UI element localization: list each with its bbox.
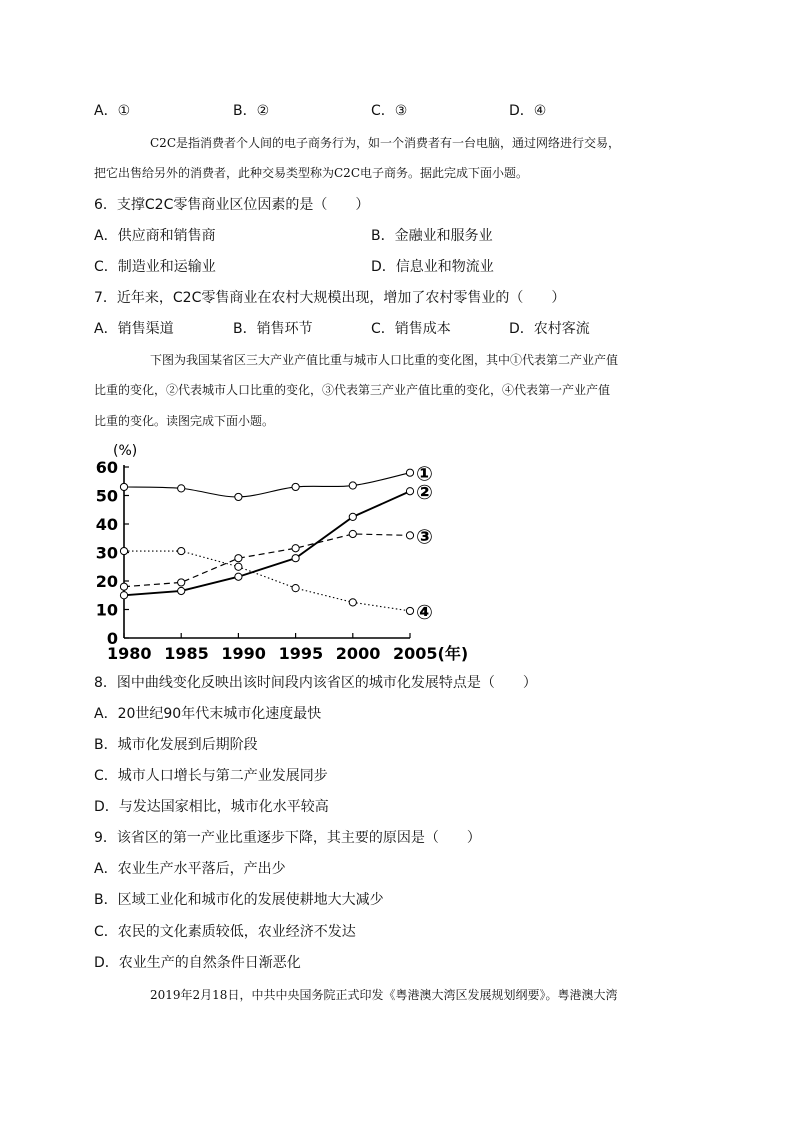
q6-option-b: B．金融业和服务业 bbox=[371, 228, 493, 244]
data-point bbox=[120, 592, 127, 599]
intro-chart-line-1: 下图为我国某省区三大产业产值比重与城市人口比重的变化图，其中①代表第二产业产值 bbox=[150, 353, 619, 367]
y-tick-label: 0 bbox=[106, 629, 118, 648]
data-point bbox=[235, 555, 242, 562]
q8-option-d: D．与发达国家相比，城市化水平较高 bbox=[94, 799, 329, 815]
data-point bbox=[406, 488, 413, 495]
y-unit-label: (%) bbox=[113, 443, 138, 459]
data-point bbox=[235, 563, 242, 570]
series-line-3 bbox=[124, 534, 410, 587]
series-label-2: ② bbox=[416, 480, 433, 505]
q9-option-c: C．农民的文化素质较低，农业经济不发达 bbox=[94, 924, 356, 940]
data-point bbox=[178, 485, 185, 492]
x-tick-label: 1995 bbox=[278, 644, 324, 663]
q7-option-d: D．农村客流 bbox=[509, 321, 590, 337]
y-tick-label: 20 bbox=[95, 572, 118, 591]
option-d: D．④ bbox=[509, 103, 547, 119]
q6-option-d: D．信息业和物流业 bbox=[371, 259, 494, 275]
data-point bbox=[292, 545, 299, 552]
q6-option-a: A．供应商和销售商 bbox=[94, 228, 216, 244]
y-tick-label: 60 bbox=[95, 458, 118, 477]
y-tick-label: 40 bbox=[95, 515, 118, 534]
series-label-4: ④ bbox=[416, 599, 433, 624]
data-point bbox=[406, 469, 413, 476]
intro-c2c-line-1: C2C是指消费者个人间的电子商务行为，如一个消费者有一台电脑，通过网络进行交易， bbox=[150, 136, 621, 150]
option-a: A．① bbox=[94, 103, 131, 119]
data-point bbox=[178, 579, 185, 586]
q6-option-c: C．制造业和运输业 bbox=[94, 259, 216, 275]
series-line-2 bbox=[124, 491, 410, 595]
series-label-1: ① bbox=[416, 461, 433, 486]
data-point bbox=[349, 530, 356, 537]
x-tick-label: 2005(年) bbox=[393, 644, 469, 663]
data-point bbox=[120, 483, 127, 490]
data-point bbox=[406, 532, 413, 539]
option-b: B．② bbox=[233, 103, 270, 119]
series-label-3: ③ bbox=[416, 524, 433, 549]
data-point bbox=[235, 493, 242, 500]
data-point bbox=[349, 599, 356, 606]
q9-option-d: D．农业生产的自然条件日渐恶化 bbox=[94, 955, 301, 971]
q8-option-c: C．城市人口增长与第二产业发展同步 bbox=[94, 768, 328, 784]
data-point bbox=[292, 585, 299, 592]
intro-chart-line-2: 比重的变化，②代表城市人口比重的变化，③代表第三产业产值比重的变化，④代表第一产业产值 bbox=[94, 383, 611, 397]
x-tick-label: 1980 bbox=[107, 644, 152, 663]
option-c: C．③ bbox=[371, 103, 408, 119]
data-point bbox=[349, 513, 356, 520]
data-point bbox=[120, 583, 127, 590]
data-point bbox=[292, 555, 299, 562]
y-tick-label: 10 bbox=[95, 600, 118, 620]
data-point bbox=[349, 482, 356, 489]
question-7-stem: 7．近年来，C2C零售商业在农村大规模出现，增加了农村零售业的（ ） bbox=[94, 290, 566, 306]
y-tick-label: 50 bbox=[95, 486, 118, 506]
question-9-stem: 9．该省区的第一产业比重逐步下降，其主要的原因是（ ） bbox=[94, 830, 481, 846]
data-point bbox=[178, 587, 185, 594]
q9-option-b: B．区域工业化和城市化的发展使耕地大大减少 bbox=[94, 892, 384, 908]
y-tick-label: 30 bbox=[95, 543, 118, 563]
q9-option-a: A．农业生产水平落后，产出少 bbox=[94, 861, 286, 877]
question-8-stem: 8．图中曲线变化反映出该时间段内该省区的城市化发展特点是（ ） bbox=[94, 675, 537, 691]
data-point bbox=[120, 547, 127, 554]
series-line-4 bbox=[124, 551, 410, 611]
q7-option-c: C．销售成本 bbox=[371, 321, 451, 337]
q8-option-a: A．20世纪90年代末城市化速度最快 bbox=[94, 706, 322, 722]
q8-option-b: B．城市化发展到后期阶段 bbox=[94, 737, 258, 753]
intro-chart-line-3: 比重的变化。读图完成下面小题。 bbox=[94, 414, 275, 428]
data-point bbox=[292, 483, 299, 490]
q7-option-b: B．销售环节 bbox=[233, 321, 313, 337]
intro-gba-line-1: 2019年2月18日，中共中央国务院正式印发《粤港澳大湾区发展规划纲要》。粤港澳大湾 bbox=[150, 988, 618, 1002]
q7-option-a: A．销售渠道 bbox=[94, 321, 174, 337]
data-point bbox=[235, 573, 242, 580]
x-tick-label: 2000 bbox=[335, 644, 381, 663]
data-point bbox=[406, 607, 413, 614]
series-line-1 bbox=[124, 473, 410, 497]
intro-c2c-line-2: 把它出售给另外的消费者，此种交易类型称为C2C电子商务。据此完成下面小题。 bbox=[94, 166, 529, 180]
question-6-stem: 6．支撑C2C零售商业区位因素的是（ ） bbox=[94, 197, 370, 213]
x-tick-label: 1990 bbox=[221, 644, 266, 663]
x-tick-label: 1985 bbox=[164, 644, 209, 663]
data-point bbox=[178, 547, 185, 554]
